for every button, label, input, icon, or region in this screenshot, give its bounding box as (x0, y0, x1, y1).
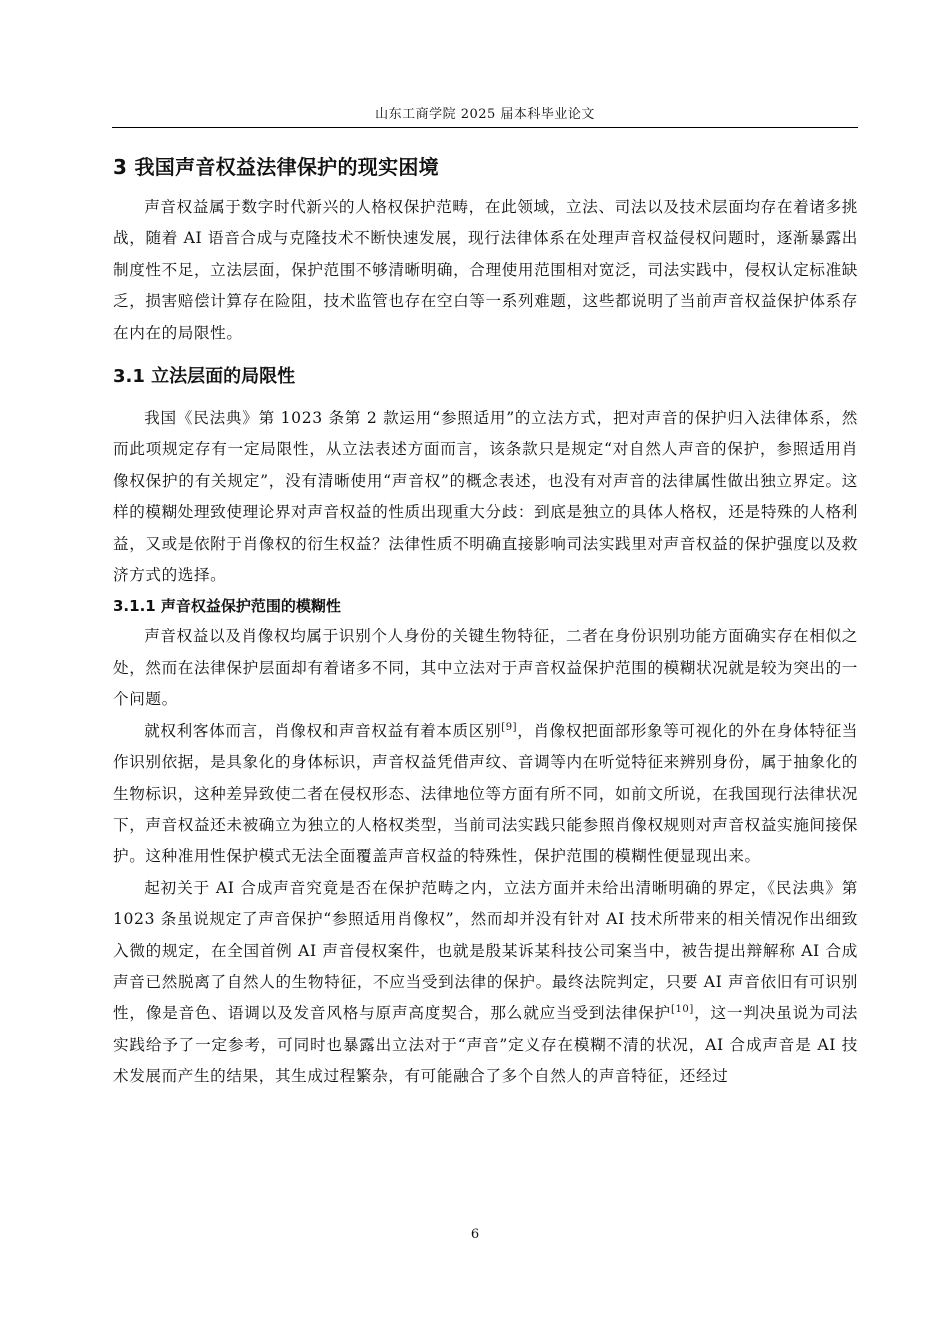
subsection-paragraph-1: 声音权益以及肖像权均属于识别个人身份的关键生物特征，二者在身份识别功能方面确实存在相似之处，然而在法律保护层面却有着诸多不同，其中立法对于声音权益保护范围的模糊状况就是较为突出的一个问题。 (113, 627, 858, 709)
chapter-intro-paragraph: 声音权益属于数字时代新兴的人格权保护范畴，在此领域，立法、司法以及技术层面均存在着诸多挑战，随着 AI 语音合成与克隆技术不断快速发展，现行法律体系在处理声音权益侵权问题时，逐渐暴露出制度性不足，立法层面，保护范围不够清晰明确，合理使用范围相对宽泛，司法实践中，侵权认定标准缺乏，损害赔偿计算存在险阻，技术监管也存在空白等一系列难题，这些都说明了当前声音权益保护体系存在内在的局限性。 (113, 198, 858, 342)
section-3-1-paragraph: 我国《民法典》第 1023 条第 2 款运用“参照适用”的立法方式，把对声音的保护归入法律体系，然而此项规定存有一定局限性，从立法表述方面而言，该条款只是规定“对自然人声音的保护，参照适用肖像权保护的有关规定”，没有清晰使用“声音权”的概念表述，也没有对声音的法律属性做出独立界定。这样的模糊处理致使理论界对声音权益的性质出现重大分歧：到底是独立的具体人格权，还是特殊的人格利益，又或是依附于肖像权的衍生权益？法律性质不明确直接影响司法实践里对声音权益的保护强度以及救济方式的选择。 (113, 409, 858, 585)
section-heading-3-1: 3.1 立法层面的局限性 (113, 366, 296, 388)
paragraph-2-text-before: 就权利客体而言，肖像权和声音权益有着本质区别 (144, 721, 502, 740)
page-content (113, 150, 858, 1093)
subsection-paragraph-2 (113, 716, 858, 873)
subsection-paragraph-3 (113, 873, 858, 1093)
header-rule (112, 127, 858, 128)
page-number: 6 (470, 1227, 480, 1242)
paragraph-3-text-after: ，这一判决虽说为司法实践给予了一定参考，可同时也暴露出立法对于“声音”定义存在模糊不清的状况，AI 合成声音是 AI 技术发展而产生的结果，其生成过程繁杂，有可能融合了多个自然人的声音特征，还经过 (113, 1004, 858, 1086)
paragraph-2-text-after: ，肖像权把面部形象等可视化的外在身体特征当作识别依据，是具象化的身体标识，声音权益凭借声纹、音调等内在听觉特征来辨别身份，属于抽象化的生物标识，这种差异致使二者在侵权形态、法律地位等方面有所不同，如前文所说，在我国现行法律状况下，声音权益还未被确立为独立的人格权类型，当前司法实践只能参照肖像权规则对声音权益实施间接保护。这种准用性保护模式无法全面覆盖声音权益的特殊性，保护范围的模糊性便显现出来。 (113, 721, 858, 866)
chapter-heading: 3 我国声音权益法律保护的现实困境 (113, 155, 439, 179)
subsection-heading-3-1-1: 3.1.1 声音权益保护范围的模糊性 (113, 597, 341, 616)
citation-ref-10: [10] (670, 1004, 694, 1016)
citation-ref-9: [9] (501, 721, 518, 733)
running-header: 山东工商学院 2025 届本科毕业论文 (375, 107, 595, 122)
paragraph-3-text-before: 起初关于 AI 合成声音究竟是否在保护范畴之内，立法方面并未给出清晰明确的界定，《民法典》第 1023 条虽说规定了声音保护“参照适用肖像权”，然而却并没有针对 AI 技术所带来的相关情况作出细致入微的规定，在全国首例 AI 声音侵权案件，也就是殷某诉某科技公司案当中，被告提出辩解称 AI 合成声音已然脱离了自然人的生物特征，不应当受到法律的保护。最终法院判定，只要 AI 声音依旧有可识别性，像是音色、语调以及发音风格与原声高度契合，那么就应当受到法律保护 (113, 878, 858, 1023)
